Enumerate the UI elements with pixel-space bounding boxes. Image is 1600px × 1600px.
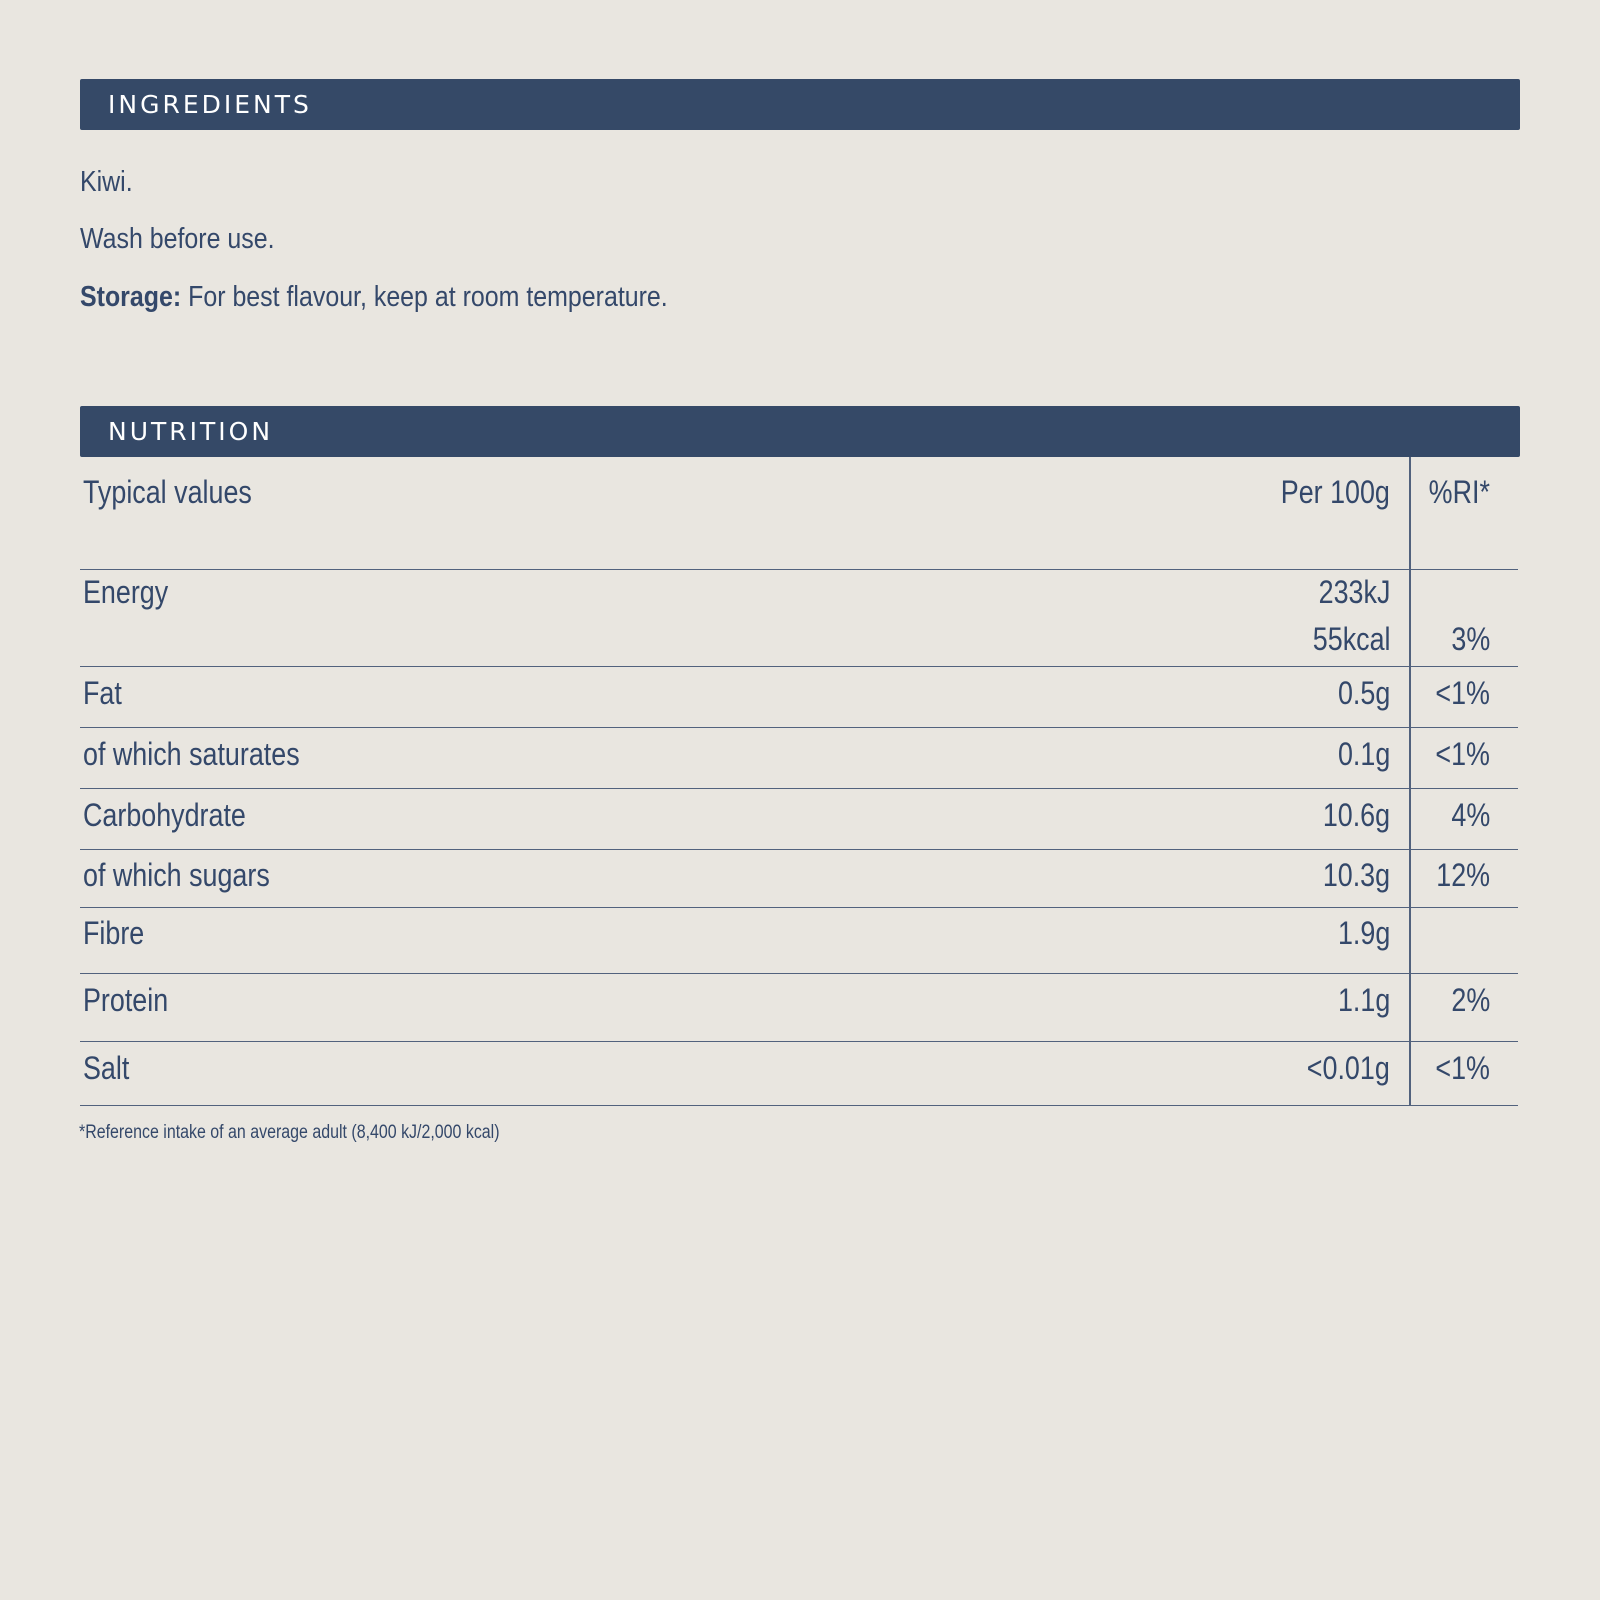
nutrient-ri: <1% <box>1435 1050 1490 1086</box>
nutrient-label: Fibre <box>83 915 145 951</box>
nutrient-label: Protein <box>83 982 169 1018</box>
nutrition-header <box>80 406 1520 457</box>
nutrient-label: Carbohydrate <box>83 797 246 833</box>
table-row <box>80 850 1518 908</box>
nutrient-value: <0.01g <box>1307 1050 1390 1086</box>
table-row <box>80 667 1518 728</box>
nutrient-value: 10.6g <box>1322 797 1390 833</box>
nutrient-value: 1.9g <box>1337 915 1390 951</box>
nutrient-value: 10.3g <box>1322 857 1390 893</box>
nutrient-value: 0.1g <box>1337 736 1390 772</box>
table-header-row <box>80 457 1518 570</box>
storage-instruction <box>80 281 668 314</box>
storage-label: Storage: <box>80 281 182 313</box>
reference-intake-footnote: *Reference intake of an average adult (8,400 kJ/2,000 kcal) <box>79 1122 500 1143</box>
nutrient-value: 1.1g <box>1337 982 1390 1018</box>
nutrient-ri: <1% <box>1435 736 1490 772</box>
table-row-energy <box>80 570 1518 667</box>
energy-label: Energy <box>83 574 169 610</box>
nutrient-label: Fat <box>83 675 122 711</box>
nutrient-label: of which saturates <box>83 736 300 772</box>
ingredients-title: INGREDIENTS <box>108 90 312 119</box>
nutrient-label: of which sugars <box>83 857 270 893</box>
usage-instruction: Wash before use. <box>80 223 275 255</box>
table-row <box>80 728 1518 789</box>
ri-header: %RI* <box>1428 474 1490 510</box>
energy-kcal: 55kcal <box>1312 621 1390 657</box>
table-row <box>80 908 1518 974</box>
nutrient-label: Salt <box>83 1050 130 1086</box>
nutrition-title: NUTRITION <box>108 417 274 446</box>
table-row <box>80 974 1518 1042</box>
table-row <box>80 1042 1518 1106</box>
ingredient-list: Kiwi. <box>80 166 133 198</box>
nutrient-value: 0.5g <box>1337 675 1390 711</box>
nutrient-ri: 4% <box>1451 797 1490 833</box>
typical-values-header: Typical values <box>83 474 252 510</box>
per-100g-header: Per 100g <box>1280 474 1390 510</box>
ingredients-header <box>80 79 1520 130</box>
energy-ri: 3% <box>1451 621 1490 657</box>
energy-kj: 233kJ <box>1318 574 1390 610</box>
table-row <box>80 789 1518 850</box>
nutrient-ri: 12% <box>1436 857 1490 893</box>
nutrient-ri: <1% <box>1435 675 1490 711</box>
storage-text: For best flavour, keep at room temperature. <box>181 281 668 313</box>
nutrient-ri: 2% <box>1451 982 1490 1018</box>
